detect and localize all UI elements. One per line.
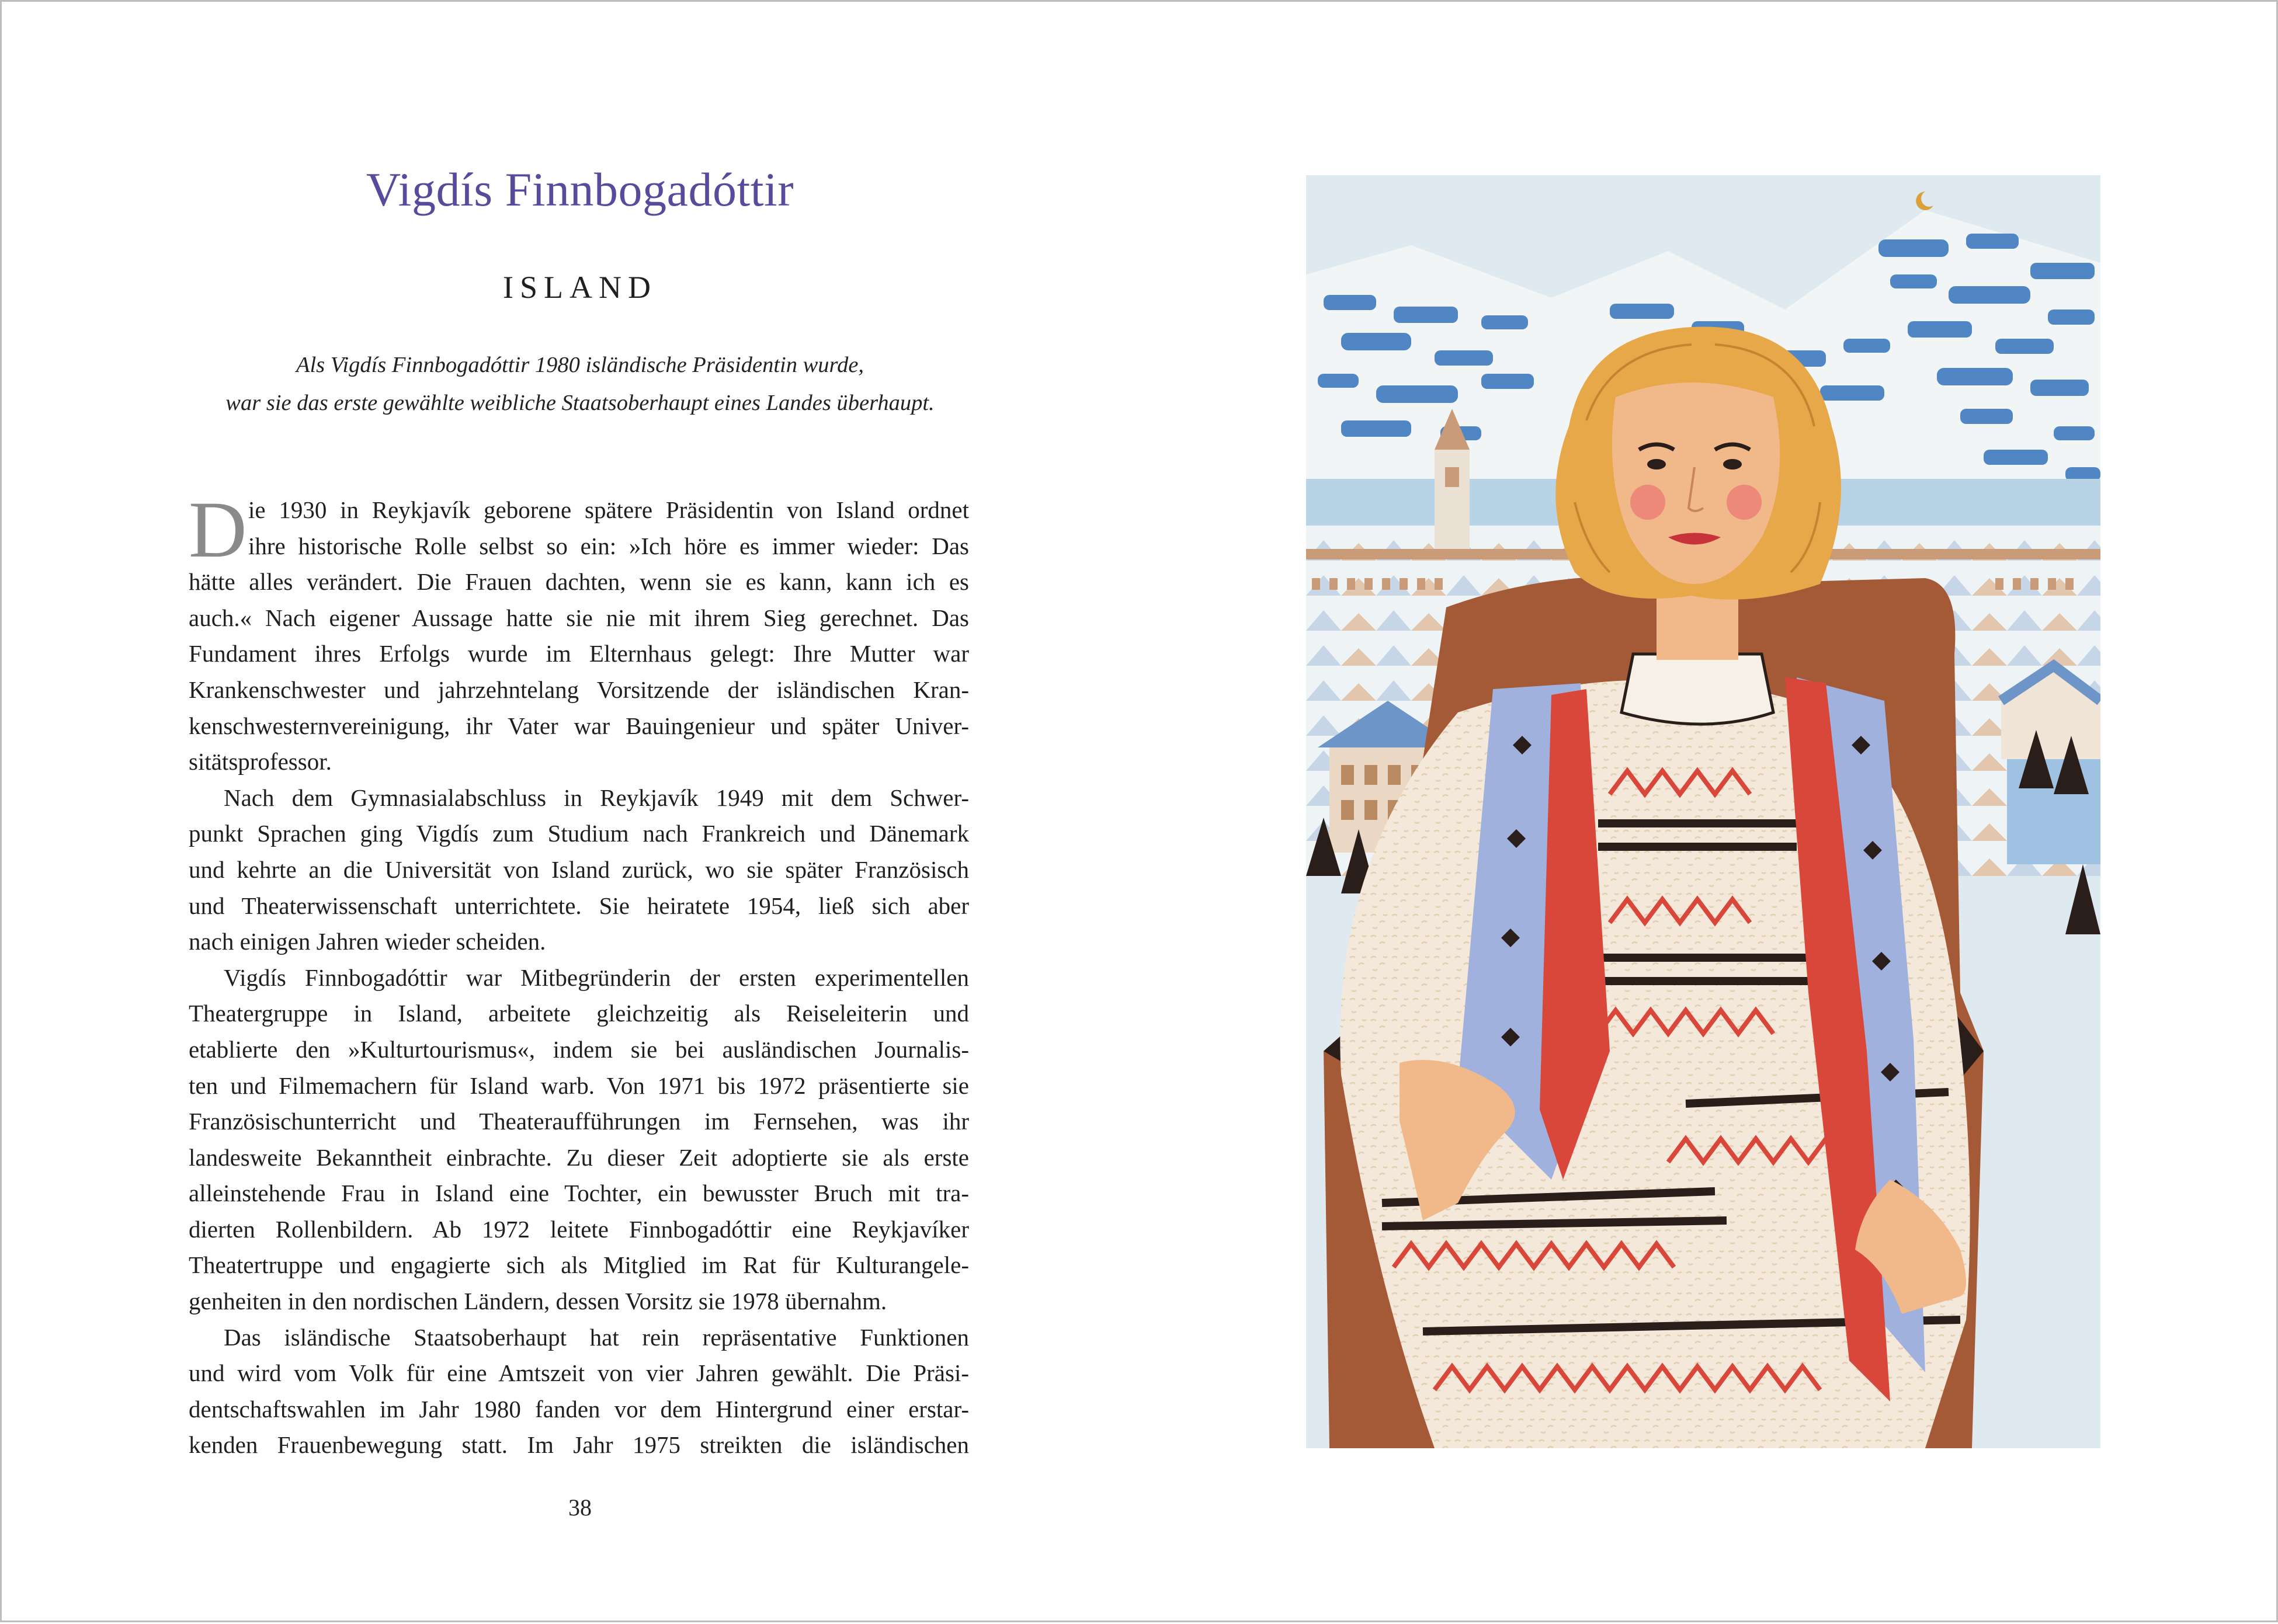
text-line: ie 1930 in Reykjavík geborene spätere Präsidentin von Island ordnet bbox=[248, 496, 969, 523]
page-title: Vigdís Finnbogadóttir bbox=[366, 163, 794, 216]
text-line: Das isländische Staatsoberhaupt hat rein repräsentative Funktionen bbox=[224, 1323, 969, 1351]
text-line: punkt Sprachen ging Vigdís zum Studium nach Frankreich und Dänemark bbox=[189, 820, 969, 847]
intro-text bbox=[189, 346, 971, 422]
page-number: 38 bbox=[568, 1494, 592, 1521]
text-line: und wird vom Volk für eine Amtszeit von vier Jahren gewählt. Die Präsi- bbox=[189, 1359, 969, 1387]
text-line: sitätsprofessor. bbox=[189, 748, 332, 776]
text-line: Fundament ihres Erfolgs wurde im Elternhaus gelegt: Ihre Mutter war bbox=[189, 640, 969, 667]
text-line: Vigdís Finnbogadóttir war Mitbegründerin der ersten experimentellen bbox=[224, 964, 969, 991]
text-line: kenschwesternvereinigung, ihr Vater war Bauingenieur und später Univer- bbox=[189, 712, 969, 739]
drop-cap: D bbox=[189, 485, 247, 574]
intro-line: war sie das erste gewählte weibliche Staatsoberhaupt eines Landes überhaupt. bbox=[225, 391, 935, 415]
text-line: ihre historische Rolle selbst so ein: »Ich höre es immer wieder: Das bbox=[248, 532, 969, 559]
portrait-illustration bbox=[1306, 175, 2100, 1448]
left-page bbox=[2, 2, 1141, 1624]
text-line: landesweite Bekanntheit einbrachte. Zu dieser Zeit adoptierte sie als erste bbox=[189, 1143, 969, 1171]
text-line: Französischunterricht und Theateraufführungen im Fernsehen, was ihr bbox=[189, 1108, 969, 1135]
country-heading: ISLAND bbox=[503, 270, 657, 305]
text-line: Theatergruppe in Island, arbeitete gleichzeitig als Reiseleiterin und bbox=[189, 1000, 969, 1027]
text-line: hätte alles verändert. Die Frauen dachten, wenn sie es kann, kann ich es bbox=[189, 568, 969, 596]
houses-right bbox=[2001, 666, 2100, 864]
text-line: auch.« Nach eigener Aussage hatte sie nie mit ihrem Sieg gerechnet. Das bbox=[189, 604, 969, 631]
collar bbox=[1621, 654, 1773, 724]
text-line: nach einigen Jahren wieder scheiden. bbox=[189, 928, 546, 955]
text-line: dentschaftswahlen im Jahr 1980 fanden vor dem Hintergrund einer erstar- bbox=[189, 1395, 969, 1423]
text-line: dierten Rollenbildern. Ab 1972 leitete Finnbogadóttir eine Reykjavíker bbox=[189, 1215, 969, 1243]
text-line: genheiten in den nordischen Ländern, dessen Vorsitz sie 1978 übernahm. bbox=[189, 1288, 887, 1315]
text-line: Krankenschwester und jahrzehntelang Vorsitzende der isländischen Kran- bbox=[189, 676, 969, 703]
text-line: ten und Filmemachern für Island warb. Von 1971 bis 1972 präsentierte sie bbox=[189, 1072, 969, 1099]
text-line: und Theaterwissenschaft unterrichtete. Sie heiratete 1954, ließ sich aber bbox=[189, 892, 969, 919]
text-line: alleinstehende Frau in Island eine Tochter, ein bewusster Bruch mit tra- bbox=[189, 1180, 969, 1207]
text-line: etablierte den »Kulturtourismus«, indem sie bei ausländischen Journalis- bbox=[189, 1035, 969, 1063]
intro-line: Als Vigdís Finnbogadóttir 1980 isländische Präsidentin wurde, bbox=[296, 353, 864, 377]
text-line: Nach dem Gymnasialabschluss in Reykjavík 1949 mit dem Schwer- bbox=[224, 784, 969, 811]
body-text bbox=[189, 485, 969, 1463]
text-line: kenden Frauenbewegung statt. Im Jahr 1975 streikten die isländischen bbox=[189, 1431, 969, 1459]
text-line: und kehrte an die Universität von Island zurück, wo sie später Französisch bbox=[189, 856, 969, 883]
portrait-svg bbox=[1306, 175, 2100, 1448]
text-line: Theatertruppe und engagierte sich als Mitglied im Rat für Kulturangele- bbox=[189, 1251, 969, 1279]
